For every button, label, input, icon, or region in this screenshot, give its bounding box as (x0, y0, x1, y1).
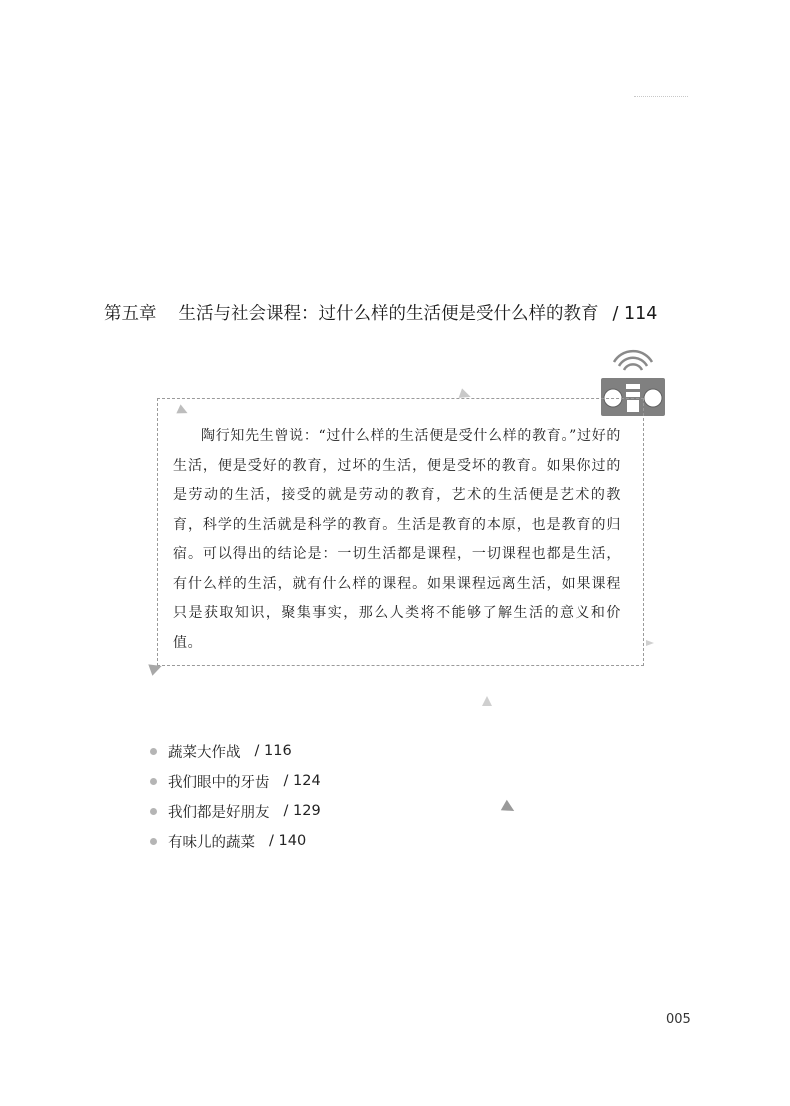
toc-item-page: / 140 (269, 833, 307, 849)
toc-item[interactable] (150, 766, 321, 796)
toc-item[interactable] (150, 826, 321, 856)
quote-paragraph: 陶行知先生曾说：“过什么样的生活便是受什么样的教育。”过好的生活，便是受好的教育，过坏的生活，便是受坏的教育。如果你过的是劳动的生活，接受的就是劳动的教育，艺术的生活便是艺术的教育，科学的生活就是科学的教育。生活是教育的本原，也是教育的归宿。可以得出的结论是：一切生活都是课程，一切课程也都是生活，有什么样的生活，就有什么样的课程。如果课程远离生活，如果课程只是获取知识，聚集事实，那么人类将不能够了解生活的意义和价值。 (173, 428, 621, 651)
toc-item[interactable] (150, 796, 321, 826)
toc-item-label: 有味儿的蔬菜 (168, 834, 255, 851)
page-number: 005 (666, 1012, 691, 1027)
toc-item-page: / 116 (254, 743, 292, 759)
toc-item-page: / 124 (283, 773, 321, 789)
chapter-subtitle: 生活与社会课程：过什么样的生活便是受什么样的教育 (178, 304, 599, 324)
toc-item-label: 我们眼中的牙齿 (168, 774, 270, 791)
toc-item-page: / 129 (283, 803, 321, 819)
chapter-heading[interactable] (104, 300, 704, 328)
toc-item-label: 我们都是好朋友 (168, 804, 270, 821)
dot-icon (150, 838, 157, 845)
top-dotted-line (634, 96, 688, 97)
toc-item[interactable] (150, 736, 321, 766)
toc-list (150, 736, 321, 856)
triangle-icon (646, 640, 654, 646)
toc-item-label: 蔬菜大作战 (168, 744, 241, 761)
dot-icon (150, 778, 157, 785)
triangle-icon (482, 696, 492, 706)
chapter-page: / 114 (612, 304, 658, 324)
chapter-number: 第五章 (104, 304, 157, 324)
triangle-icon (501, 800, 517, 816)
dot-icon (150, 748, 157, 755)
dot-icon (150, 808, 157, 815)
